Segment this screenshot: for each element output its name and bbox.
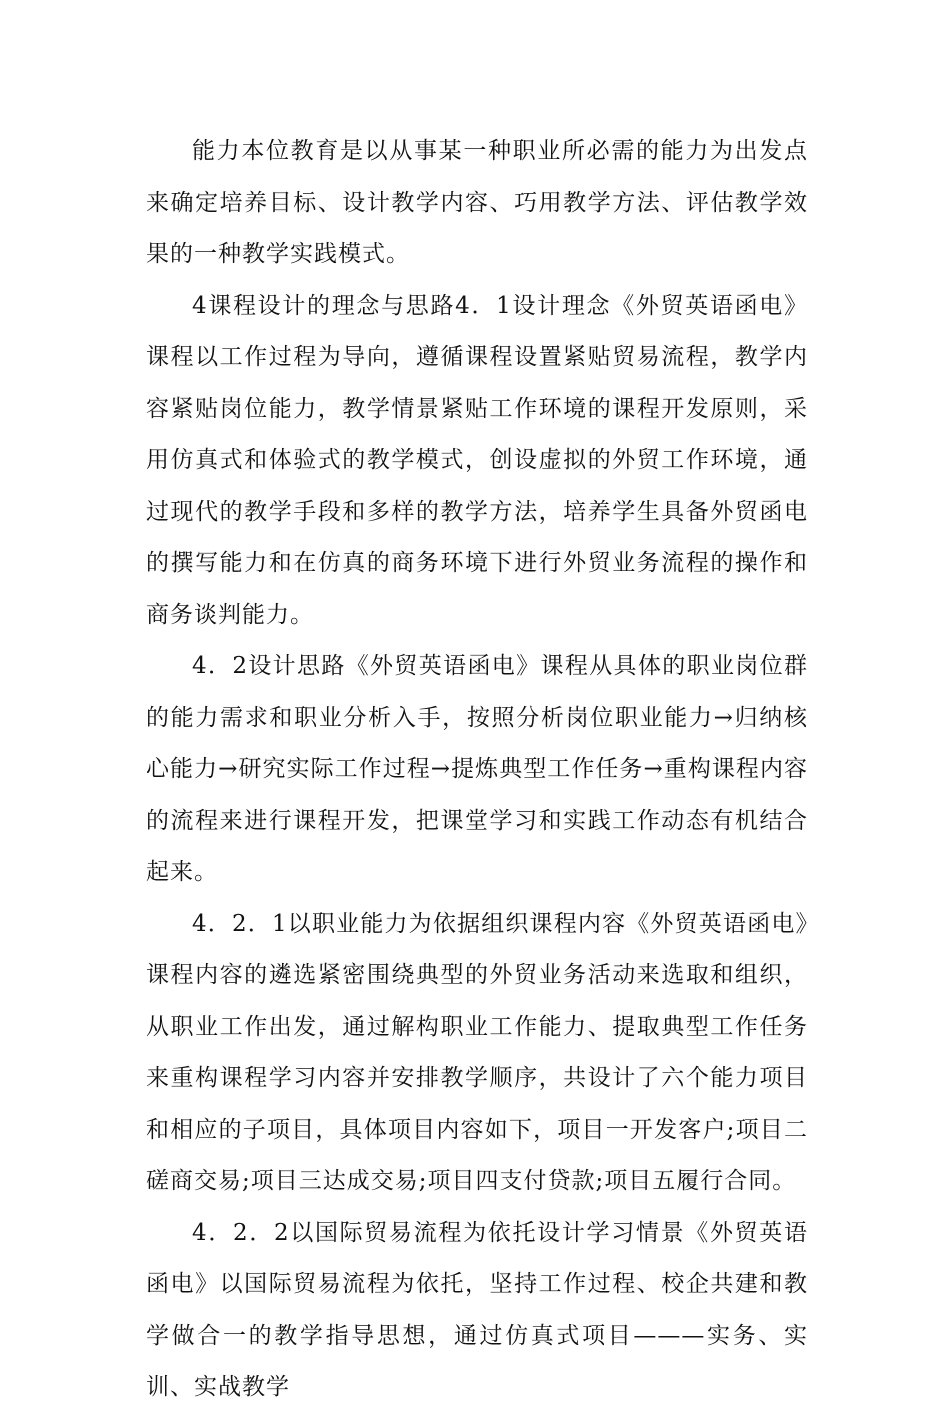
paragraph-competency-based-education: 能力本位教育是以从事某一种职业所必需的能力为出发点来确定培养目标、设计教学内容、巧用教学方法、评估教学效果的一种教学实践模式。 [146, 138, 808, 267]
paragraph-learning-scenarios: 4．2．2以国际贸易流程为依托设计学习情景《外贸英语函电》以国际贸易流程为依托，坚持工作过程、校企共建和教学做合一的教学指导思想，通过仿真式项目———实务、实训、实战教学 [146, 1219, 808, 1400]
paragraph-organize-content: 4．2．1以职业能力为依据组织课程内容《外贸英语函电》课程内容的遴选紧密围绕典型的外贸业务活动来选取和组织，从职业工作出发，通过解构职业工作能力、提取典型工作任务来重构课程学习内容并安排教学顺序，共设计了六个能力项目和相应的子项目，具体项目内容如下，项目一开发客户;项目二磋商交易;项目三达成交易;项目四支付贷款;项目五履行合同。 [146, 910, 808, 1194]
document-body [146, 126, 808, 1414]
paragraph-design-approach: 4．2设计思路《外贸英语函电》课程从具体的职业岗位群的能力需求和职业分析入手，按照分析岗位职业能力→归纳核心能力→研究实际工作过程→提炼典型工作任务→重构课程内容的流程来进行课程开发，把课堂学习和实践工作动态有机结合起来。 [146, 653, 808, 885]
paragraph-design-concept: 4课程设计的理念与思路4．1设计理念《外贸英语函电》课程以工作过程为导向，遵循课程设置紧贴贸易流程，教学内容紧贴岗位能力，教学情景紧贴工作环境的课程开发原则，采用仿真式和体验式的教学模式，创设虚拟的外贸工作环境，通过现代的教学手段和多样的教学方法，培养学生具备外贸函电的撰写能力和在仿真的商务环境下进行外贸业务流程的操作和商务谈判能力。 [146, 292, 808, 628]
